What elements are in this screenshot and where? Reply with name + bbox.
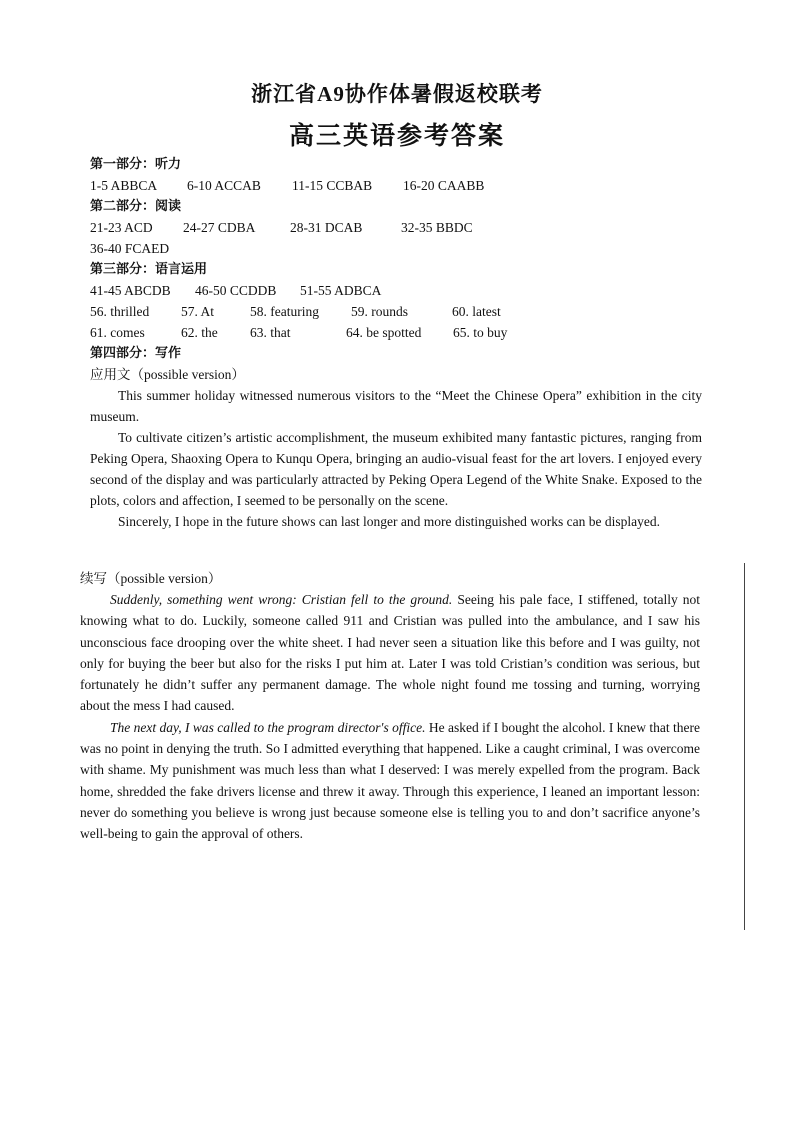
part4-heading: 第四部分：写作 xyxy=(90,346,182,361)
answer-group: 51-55 ADBCA xyxy=(300,283,382,298)
continuation-writing-label: 续写（possible version） xyxy=(80,571,222,586)
answer-group: 32-35 BBDC xyxy=(401,220,473,235)
answer-item: 59. rounds xyxy=(351,304,408,319)
answer-group: 16-20 CAABB xyxy=(403,178,485,193)
answer-group: 6-10 ACCAB xyxy=(187,178,261,193)
answer-key-title: 高三英语参考答案 xyxy=(288,123,505,150)
answer-group: 41-45 ABCDB xyxy=(90,283,171,298)
paragraph-lead-sentence: The next day, I was called to the program director's office. xyxy=(110,719,426,735)
answer-item: 62. the xyxy=(181,325,218,340)
paragraph-body: Seeing his pale face, I stiffened, totally not knowing what to do. Luckily, someone called 911 and Cristian was pulled into the ambulance, and I saw his unconscious face drooping over the white sheet. I had never seen a situation like this before and I was guilty, not only for buying the beer but also for the risks I put him at. Later I was told Cristian’s condition was serious, but fortunately he didn’t suffer any permanent damage. The whole night found me tossing and turning, worrying about the mess I had caused. xyxy=(80,592,700,714)
practical-paragraph: This summer holiday witnessed numerous visitors to the “Meet the Chinese Opera” exhibition in the city museum. xyxy=(90,388,702,424)
answer-item: 58. featuring xyxy=(250,304,319,319)
part2-answers-row xyxy=(90,238,702,259)
continuation-section xyxy=(80,568,700,845)
practical-paragraph: To cultivate citizen’s artistic accomplishment, the museum exhibited many fantastic pictures, ranging from Peking Opera, Shaoxing Opera to Kunqu Opera, bringing an audio-visual feast for the art lovers. I enjoyed every second of the display and was particularly attracted by Peking Opera Legend of the White Snake. Exposed to the plots, colors and affection, I seemed to be personally on the scene. xyxy=(90,430,702,508)
answer-item: 65. to buy xyxy=(453,325,508,340)
answer-group: 21-23 ACD xyxy=(90,220,153,235)
exam-title: 浙江省A9协作体暑假返校联考 xyxy=(251,82,543,106)
part2-heading: 第二部分：阅读 xyxy=(90,199,182,214)
part3-answers-row xyxy=(90,322,702,343)
answer-group: 1-5 ABBCA xyxy=(90,178,158,193)
part3-heading: 第三部分：语言运用 xyxy=(90,262,208,277)
answer-section xyxy=(90,154,702,532)
paragraph-body: He asked if I bought the alcohol. I knew that there was no point in denying the truth. So I admitted everything that happened. Like a caught criminal, I was overcome with shame. My punishment was much less than what I deserved: I was merely expelled from the program. Back home, shredded the fake drivers license and threw it away. Through this experience, I leaned an important lesson: never do something you believe is wrong just because someone else is telling you to and don’t sacrifice anyone’s well-being to gain the approval of others. xyxy=(80,719,700,842)
answer-item: 56. thrilled xyxy=(90,304,150,319)
part1-answers-row xyxy=(90,175,702,196)
practical-paragraph: Sincerely, I hope in the future shows can last longer and more distinguished works can be displayed. xyxy=(118,514,660,529)
practical-writing-label: 应用文（possible version） xyxy=(90,367,245,382)
continuation-paragraph xyxy=(80,717,700,845)
part1-heading: 第一部分：听力 xyxy=(90,157,182,172)
answer-item: 64. be spotted xyxy=(346,325,422,340)
answer-group: 24-27 CDBA xyxy=(183,220,256,235)
part3-answers-row xyxy=(90,301,702,322)
part3-answers-row xyxy=(90,280,702,301)
margin-rule xyxy=(744,563,745,930)
part2-answers-row xyxy=(90,217,702,238)
answer-group: 11-15 CCBAB xyxy=(292,178,373,193)
answer-item: 57. At xyxy=(181,304,215,319)
answer-group: 36-40 FCAED xyxy=(90,241,170,256)
continuation-paragraph xyxy=(80,589,700,717)
paragraph-lead-sentence: Suddenly, something went wrong: Cristian fell to the ground. xyxy=(110,592,453,607)
answer-item: 60. latest xyxy=(452,304,501,319)
answer-item: 63. that xyxy=(250,325,291,340)
answer-item: 61. comes xyxy=(90,325,145,340)
answer-group: 28-31 DCAB xyxy=(290,220,363,235)
answer-group: 46-50 CCDDB xyxy=(195,283,277,298)
